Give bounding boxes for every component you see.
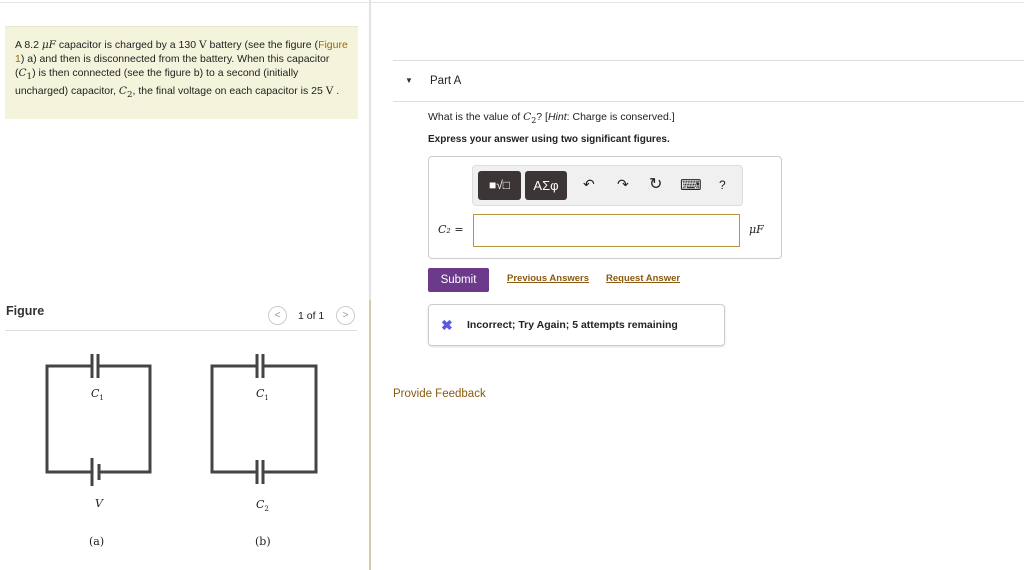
- capacitor-c1-b-symbol: [257, 354, 263, 378]
- figure-link[interactable]: Figure 1: [15, 39, 348, 65]
- hint-label: Hint: [547, 111, 567, 123]
- label-v: V: [95, 497, 103, 510]
- var: C: [118, 85, 127, 98]
- label-b: (b): [255, 535, 271, 548]
- text: .: [333, 85, 340, 98]
- prev-figure-button[interactable]: <: [268, 306, 287, 325]
- figure-title: Figure: [6, 304, 45, 318]
- redo-icon[interactable]: ↷: [617, 176, 629, 192]
- keyboard-icon[interactable]: ⌨: [680, 177, 702, 194]
- sub: 2: [531, 116, 537, 126]
- figure-count: 1 of 1: [298, 310, 325, 322]
- provide-feedback-link[interactable]: Provide Feedback: [393, 388, 486, 400]
- hint-text: : Charge is conserved.]: [566, 111, 675, 123]
- label-c1-a: $C_1$: [91, 387, 104, 402]
- text: What is the value of: [428, 111, 524, 123]
- question-text: [428, 111, 675, 125]
- part-a-header[interactable]: [393, 60, 1024, 102]
- circuit-a-wire: [47, 366, 150, 472]
- help-icon[interactable]: ?: [719, 178, 726, 192]
- capacitor-c1-a-symbol: [92, 354, 98, 378]
- answer-unit: μF: [749, 223, 764, 236]
- part-a-label: Part A: [430, 75, 462, 87]
- battery-symbol: [92, 458, 99, 486]
- text: A 8.2: [15, 39, 42, 51]
- capacitor-c2-symbol: [257, 460, 263, 484]
- top-border: [0, 2, 1024, 3]
- unit: V: [198, 39, 207, 51]
- text: , the final voltage on each capacitor is 25: [132, 85, 326, 98]
- sub: 2: [126, 90, 133, 101]
- var: C: [18, 67, 27, 79]
- label-c2: $C_2$: [256, 498, 269, 513]
- undo-icon[interactable]: ↶: [583, 176, 595, 192]
- collapse-caret-icon[interactable]: ▼: [405, 76, 413, 85]
- answer-label: C₂ =: [438, 223, 464, 236]
- previous-answers-link[interactable]: Previous Answers: [507, 273, 590, 284]
- unit: μF: [41, 39, 56, 51]
- unit: V: [325, 85, 334, 98]
- text: ) a) and then is disconnected from the battery. When this capacitor (: [15, 53, 330, 79]
- problem-statement: [5, 26, 358, 119]
- instruction-text: Express your answer using two significant figures.: [428, 134, 670, 145]
- symbols-button[interactable]: ΑΣφ: [525, 171, 567, 200]
- answer-input[interactable]: [473, 214, 740, 247]
- text: capacitor is charged by a 130: [55, 39, 199, 51]
- templates-button[interactable]: ■√□: [478, 171, 521, 200]
- next-figure-button[interactable]: >: [336, 306, 355, 325]
- var: C: [523, 111, 532, 123]
- text: ? [: [536, 111, 548, 123]
- text: ) is then connected (see the figure b) to a second (initially uncharged) capacitor,: [15, 67, 299, 98]
- incorrect-x-icon: ✖: [441, 317, 453, 333]
- label-a: (a): [89, 535, 105, 548]
- circuit-figure: [0, 330, 370, 570]
- submit-button[interactable]: Submit: [428, 268, 489, 292]
- circuit-b-wire: [212, 366, 316, 472]
- feedback-text: Incorrect; Try Again; 5 attempts remaining: [467, 319, 678, 331]
- request-answer-link[interactable]: Request Answer: [606, 273, 681, 284]
- label-c1-b: $C_1$: [256, 387, 269, 402]
- reset-icon[interactable]: ↻: [649, 176, 663, 193]
- sub: 1: [26, 72, 33, 83]
- text: battery (see the figure (: [206, 39, 319, 51]
